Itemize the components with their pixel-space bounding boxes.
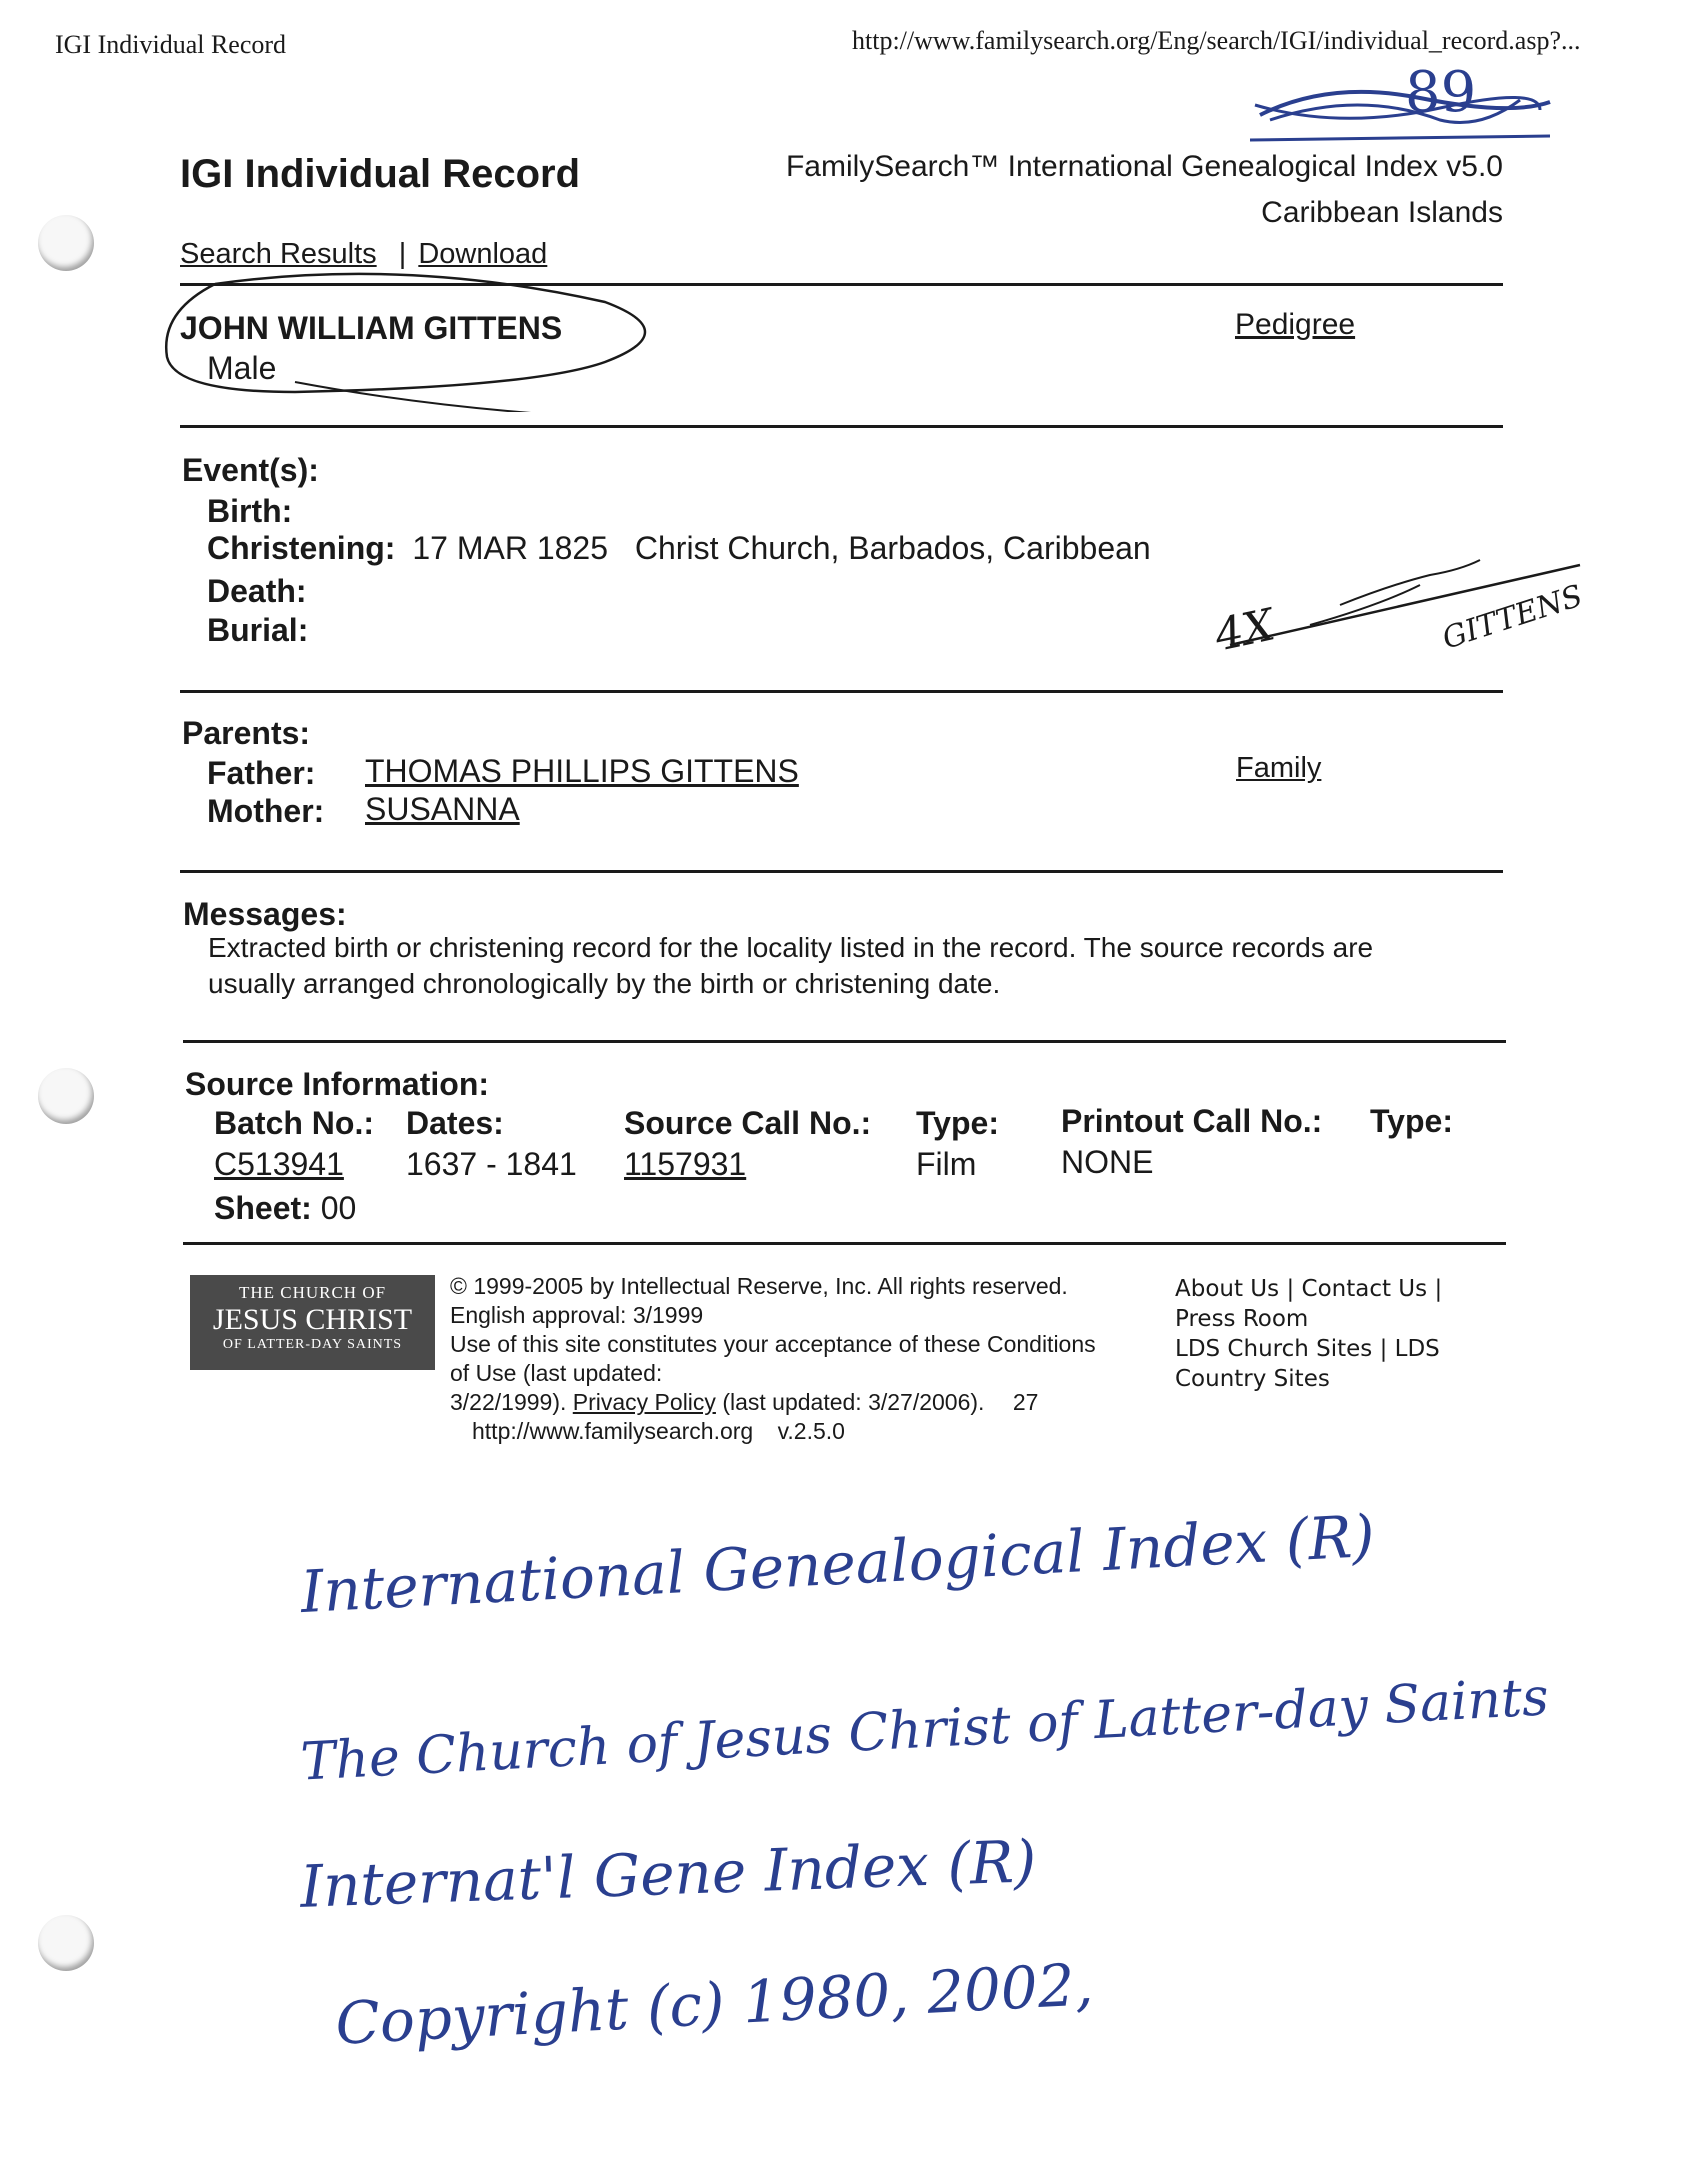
footer-sep-2: | [1434, 1276, 1443, 1302]
divider-4 [180, 870, 1503, 873]
footer-sep-1: | [1286, 1276, 1295, 1302]
divider-2 [180, 425, 1503, 428]
lds-church-sites-link[interactable]: LDS Church Sites [1175, 1336, 1373, 1362]
site-line [450, 1417, 1096, 1446]
col-dates: Dates: [406, 1105, 504, 1141]
sheet-value: 00 [320, 1190, 357, 1226]
christening-place: Christ Church, Barbados, Caribbean [634, 530, 1151, 566]
press-room-link[interactable]: Press Room [1175, 1306, 1309, 1332]
conditions-of-use-link-b[interactable]: of Use [450, 1360, 517, 1386]
footer-sep-3: | [1379, 1336, 1388, 1362]
type-value: Film [916, 1146, 977, 1182]
handwritten-line-3: Internat'l Gene Index (R) [299, 1827, 1038, 1921]
punch-hole-bottom [38, 1915, 94, 1971]
print-header-url: http://www.familysearch.org/Eng/search/IGI/individual_record.asp?... [852, 26, 1581, 55]
col-type: Type: [916, 1105, 999, 1141]
handwritten-margin-note-b: GITTENS [1438, 578, 1587, 657]
sheet-row [214, 1190, 356, 1227]
lds-country-sites-link-b[interactable]: Country Sites [1175, 1366, 1330, 1392]
batch-no-link[interactable]: C513941 [214, 1146, 344, 1182]
handwritten-line-2: The Church of Jesus Christ of Latter-day Saints [299, 1667, 1551, 1793]
dates-value: 1637 - 1841 [406, 1146, 577, 1182]
page-number: 27 [1012, 1389, 1039, 1415]
burial-label: Burial: [207, 612, 309, 648]
nav-separator: | [398, 238, 407, 270]
col-printout-call-no: Printout Call No.: [1061, 1103, 1323, 1139]
person-sex: Male [207, 350, 277, 386]
col-batch-no: Batch No.: [214, 1105, 374, 1141]
terms-updated: (last updated: [522, 1360, 663, 1386]
terms-line-1 [450, 1330, 1096, 1359]
ink-oval-around-name [155, 262, 715, 412]
site-url: http://www.familysearch.org [472, 1418, 754, 1444]
logo-line-2: JESUS CHRIST [212, 1303, 413, 1336]
terms-line-3 [450, 1388, 1096, 1417]
contact-us-link[interactable]: Contact Us [1301, 1276, 1428, 1302]
source-heading: Source Information: [185, 1066, 490, 1102]
sheet-label: Sheet: [214, 1190, 312, 1226]
mother-label: Mother: [207, 793, 325, 829]
divider-6 [183, 1242, 1506, 1245]
messages-heading: Messages: [183, 896, 347, 932]
col-source-call-no: Source Call No.: [624, 1105, 872, 1141]
ink-strikethrough-margin [1220, 545, 1600, 665]
handwritten-margin-note-a: 4X [1210, 599, 1279, 662]
divider-3 [180, 690, 1503, 693]
approval-text: English approval: 3/1999 [450, 1302, 704, 1328]
lds-country-sites-link-a[interactable]: LDS [1394, 1336, 1440, 1362]
handwritten-line-4: Copyright (c) 1980, 2002, [333, 1950, 1095, 2058]
footer-links [1175, 1274, 1442, 1394]
church-logo[interactable] [190, 1275, 435, 1370]
printout-call-no-value: NONE [1061, 1144, 1154, 1180]
message-line-1: Extracted birth or christening record for the locality listed in the record. The source records are [208, 932, 1374, 963]
source-call-no-link[interactable]: 1157931 [624, 1146, 747, 1182]
punch-hole-middle [38, 1068, 94, 1124]
privacy-updated: (last updated: 3/27/2006). [722, 1389, 985, 1415]
download-link[interactable]: Download [418, 238, 548, 270]
death-label: Death: [207, 573, 307, 609]
product-name: FamilySearch™ International Genealogical Index v5.0 [785, 150, 1503, 183]
father-link[interactable]: THOMAS PHILLIPS GITTENS [365, 753, 799, 789]
site-version: v.2.5.0 [777, 1418, 845, 1444]
christening-row [207, 530, 1151, 567]
handwritten-top-number: 89 [1405, 60, 1477, 125]
page-title: IGI Individual Record [180, 152, 581, 196]
birth-label: Birth: [207, 493, 293, 529]
message-line-2: usually arranged chronologically by the birth or christening date. [208, 968, 1001, 999]
print-header-title: IGI Individual Record [55, 30, 287, 59]
footer-legal [450, 1272, 1096, 1446]
terms-line-2 [450, 1359, 1096, 1388]
person-name: JOHN WILLIAM GITTENS [180, 310, 563, 346]
conditions-of-use-link-a[interactable]: Conditions [986, 1331, 1096, 1357]
father-label: Father: [207, 755, 316, 791]
christening-label: Christening: [207, 530, 396, 566]
search-results-link[interactable]: Search Results [180, 238, 377, 270]
terms-text: Use of this site constitutes your acceptance of these [450, 1331, 981, 1357]
events-heading: Event(s): [182, 452, 319, 488]
parents-heading: Parents: [182, 715, 311, 751]
copyright-text: © 1999-2005 by Intellectual Reserve, Inc. All rights reserved. [450, 1273, 1068, 1299]
about-us-link[interactable]: About Us [1175, 1276, 1280, 1302]
punch-hole-top [38, 215, 94, 271]
terms-date: 3/22/1999). [450, 1389, 567, 1415]
pedigree-link[interactable]: Pedigree [1235, 308, 1356, 341]
christening-date: 17 MAR 1825 [412, 530, 608, 566]
logo-line-3: OF LATTER-DAY SAINTS [222, 1337, 403, 1352]
col-printout-type: Type: [1370, 1103, 1453, 1139]
handwritten-line-1: International Genealogical Index (R) [298, 1501, 1377, 1627]
divider-5 [183, 1040, 1506, 1043]
mother-link[interactable]: SUSANNA [365, 791, 520, 827]
region-name: Caribbean Islands [1261, 196, 1503, 229]
privacy-policy-link[interactable]: Privacy Policy [572, 1389, 716, 1415]
ink-scribble-top [1240, 60, 1580, 150]
logo-line-1: THE CHURCH OF [238, 1283, 387, 1302]
family-link[interactable]: Family [1236, 752, 1322, 784]
